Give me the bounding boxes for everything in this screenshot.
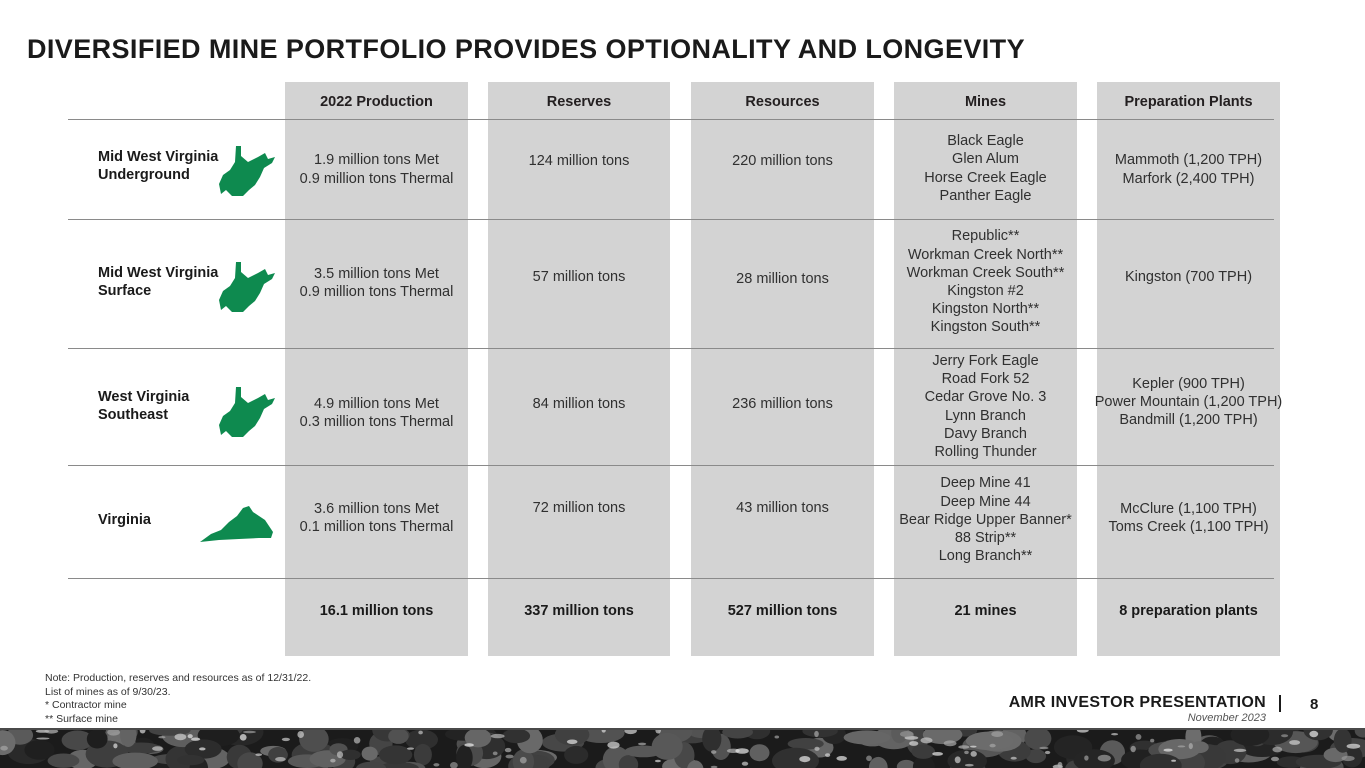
cell-line: Deep Mine 44	[940, 493, 1031, 510]
cell-line: 88 Strip**	[954, 530, 1017, 547]
coal-banner-image	[0, 730, 1365, 768]
west-virginia-map-icon	[218, 144, 276, 198]
total-mines: 21 mines	[954, 603, 1017, 619]
region-label	[98, 264, 218, 300]
cell-line: Kepler (900 TPH)	[1132, 375, 1245, 392]
region-label	[98, 148, 218, 184]
footnote: ** Surface mine	[45, 712, 118, 725]
footnote: List of mines as of 9/30/23.	[45, 685, 171, 698]
cell-line: Bear Ridge Upper Banner*	[899, 511, 1072, 528]
header-plants: Preparation Plants	[1124, 94, 1253, 110]
region-label-line: Surface	[98, 283, 152, 299]
plants-cell	[1094, 349, 1283, 455]
row-divider	[68, 578, 1274, 579]
cell-line: Republic**	[951, 228, 1020, 245]
cell-line: Power Mountain (1,200 TPH)	[1094, 393, 1283, 410]
reserves-cell	[488, 120, 670, 202]
cell-line: 28 million tons	[736, 270, 829, 287]
reserves-cell	[488, 466, 670, 550]
region-label-line: Mid West Virginia	[98, 265, 219, 281]
resources-cell	[691, 349, 874, 459]
cell-line: Glen Alum	[952, 151, 1019, 168]
cell-line: Kingston (700 TPH)	[1124, 268, 1253, 285]
cell-line: Black Eagle	[947, 133, 1024, 150]
row-divider	[68, 119, 1274, 120]
cell-line: Road Fork 52	[941, 371, 1030, 388]
row-divider	[68, 465, 1274, 466]
production-cell	[285, 466, 468, 570]
region-label-line: Mid West Virginia	[98, 149, 219, 165]
cell-line: Workman Creek South**	[906, 264, 1065, 281]
cell-line: 0.1 million tons Thermal	[299, 519, 454, 535]
header-mines: Mines	[964, 94, 1007, 110]
virginia-map-icon	[199, 504, 275, 544]
mines-cell	[894, 120, 1077, 217]
cell-line: 4.9 million tons Met	[314, 395, 439, 412]
production-cell	[285, 349, 468, 477]
presentation-date: November 2023	[1187, 712, 1266, 724]
cell-line: Marfork (2,400 TPH)	[1122, 170, 1255, 187]
region-label	[98, 388, 189, 424]
cell-line: Kingston South**	[930, 319, 1041, 336]
row-divider	[68, 219, 1274, 220]
region-label-line: Underground	[98, 167, 190, 183]
plants-cell	[1097, 466, 1280, 570]
total-reserves: 337 million tons	[524, 603, 634, 619]
mines-cell	[894, 349, 1077, 464]
mines-cell	[894, 466, 1077, 574]
cell-line: McClure (1,100 TPH)	[1120, 500, 1257, 517]
cell-line: 3.5 million tons Met	[314, 265, 439, 282]
cell-line: Deep Mine 41	[940, 475, 1031, 492]
cell-line: Mammoth (1,200 TPH)	[1114, 152, 1263, 169]
total-production: 16.1 million tons	[319, 603, 434, 619]
total-plants: 8 preparation plants	[1119, 603, 1258, 619]
total-resources: 527 million tons	[727, 603, 838, 619]
page-number: 8	[1310, 696, 1319, 713]
cell-line: Long Branch**	[938, 548, 1033, 565]
brand-separator	[1279, 695, 1281, 712]
cell-line: 0.9 million tons Thermal	[299, 284, 454, 300]
cell-line: Davy Branch	[943, 425, 1027, 442]
reserves-cell	[488, 349, 670, 459]
cell-line: Bandmill (1,200 TPH)	[1119, 412, 1258, 429]
cell-line: 84 million tons	[532, 395, 626, 412]
cell-line: 220 million tons	[732, 152, 833, 169]
region-label	[98, 511, 151, 529]
west-virginia-map-icon	[218, 260, 276, 314]
cell-line: Kingston North**	[931, 301, 1040, 318]
resources-cell	[691, 220, 874, 338]
region-label-line: Southeast	[98, 407, 169, 423]
cell-line: 57 million tons	[532, 268, 626, 285]
cell-line: Lynn Branch	[945, 407, 1026, 424]
header-production: 2022 Production	[320, 94, 433, 110]
cell-line: Horse Creek Eagle	[924, 169, 1047, 186]
footnote: Note: Production, reserves and resources as of 12/31/22.	[45, 672, 312, 684]
cell-line: 43 million tons	[736, 499, 829, 516]
cell-line: Rolling Thunder	[934, 443, 1037, 460]
region-label-line: West Virginia	[98, 389, 190, 405]
cell-line: 236 million tons	[732, 395, 833, 412]
plants-cell	[1097, 120, 1280, 219]
region-label-line: Virginia	[98, 512, 151, 528]
slide-title: DIVERSIFIED MINE PORTFOLIO PROVIDES OPTIONALITY AND LONGEVITY	[27, 34, 1025, 64]
reserves-cell	[488, 220, 670, 334]
header-reserves: Reserves	[546, 94, 612, 110]
row-divider	[68, 348, 1274, 349]
production-cell	[285, 220, 468, 346]
mines-cell	[894, 220, 1077, 344]
cell-line: Panther Eagle	[939, 187, 1032, 204]
west-virginia-map-icon	[218, 385, 276, 439]
presentation-brand: AMR INVESTOR PRESENTATION	[1008, 694, 1266, 711]
footnote: * Contractor mine	[45, 699, 127, 712]
cell-line: 72 million tons	[532, 499, 626, 516]
cell-line: 0.3 million tons Thermal	[299, 414, 454, 430]
production-cell	[285, 120, 468, 219]
cell-line: Jerry Fork Eagle	[932, 352, 1039, 369]
cell-line: Workman Creek North**	[907, 246, 1064, 263]
plants-cell	[1097, 220, 1280, 334]
cell-line: Toms Creek (1,100 TPH)	[1108, 519, 1269, 535]
cell-line: 3.6 million tons Met	[314, 500, 439, 517]
cell-line: Kingston #2	[947, 283, 1024, 299]
cell-line: 0.9 million tons Thermal	[299, 170, 454, 187]
header-resources: Resources	[745, 94, 820, 110]
resources-cell	[691, 466, 874, 550]
resources-cell	[691, 120, 874, 202]
cell-line: 124 million tons	[528, 152, 630, 169]
cell-line: 1.9 million tons Met	[314, 152, 439, 169]
cell-line: Cedar Grove No. 3	[924, 389, 1047, 406]
footnotes	[45, 672, 311, 726]
